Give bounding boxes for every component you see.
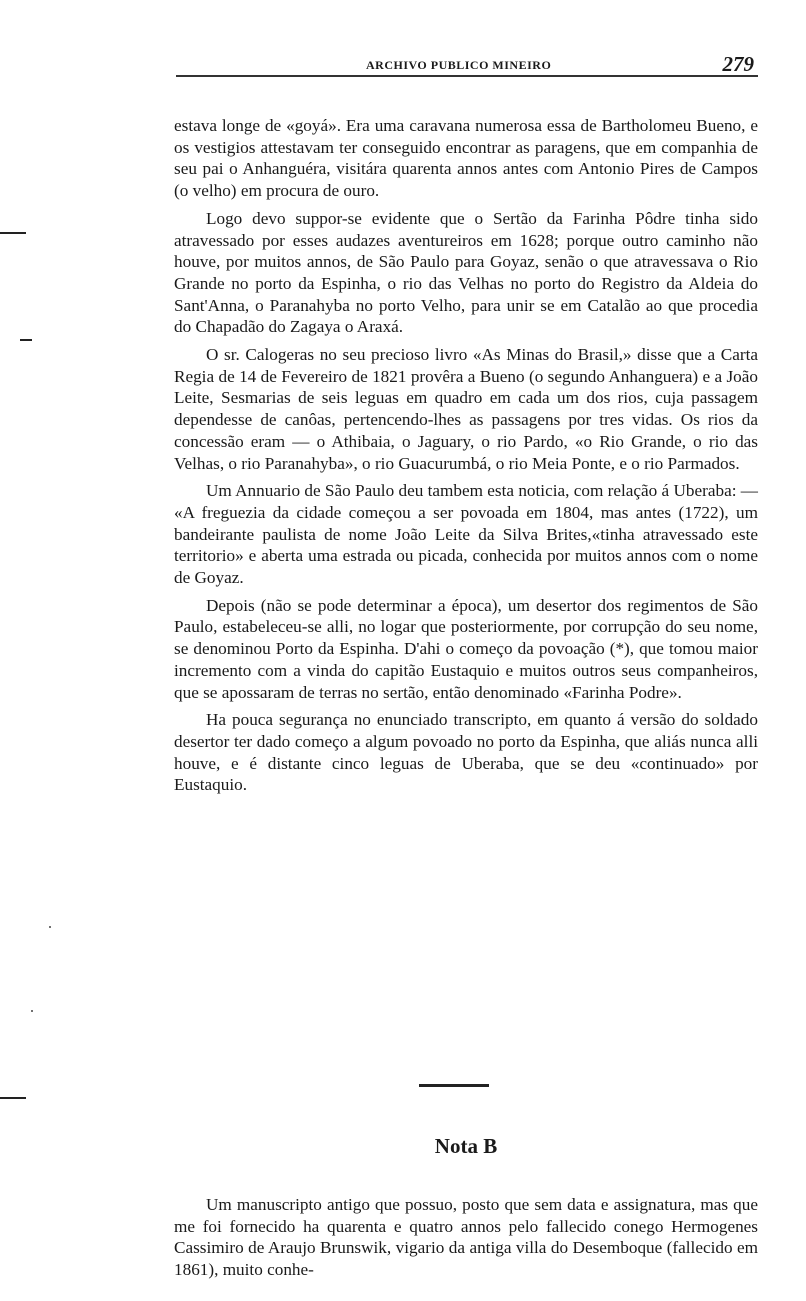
- margin-dot: [49, 926, 51, 928]
- section-divider: [419, 1084, 489, 1087]
- paragraph: Logo devo suppor-se evidente que o Sertão da Farinha Pôdre tinha sido atravessado por esses audazes aventureiros em 1628; porque outro caminho não houve, por muitos annos, de São Paulo para Goyaz, senão o que atravessava o Rio Grande no porto da Espinha, o rio das Velhas no porto do Registro da Aldeia do Sant'Anna, o Paranahyba no porto Velho, para unir se em Catalão ao que procedia do Chapadão do Zagaya o Araxá.: [174, 208, 758, 337]
- margin-mark: [0, 1097, 26, 1099]
- page-number: 279: [722, 52, 754, 76]
- running-title: ARCHIVO PUBLICO MINEIRO: [366, 58, 552, 72]
- page-header: [176, 52, 758, 82]
- margin-dot: [31, 1010, 33, 1012]
- paragraph: Um Annuario de São Paulo deu tambem esta noticia, com relação á Uberaba: — «A freguezia da cidade começou a ser povoada em 1804, mas antes (1722), um bandeirante paulista de nome João Leite da Silva Brites,«tinha atravessado este territorio» e aberta uma estrada ou picada, conhecida por muitos annos com o nome de Goyaz.: [174, 481, 758, 588]
- paragraph: estava longe de «goyá». Era uma caravana numerosa essa de Bartholomeu Bueno, e os vestigios attestavam ter conseguido encontrar as paragens, que em companhia de seu pai o Anhanguéra, visitára quarenta annos antes com Antonio Pires de Campos (o velho) em procura de ouro.: [174, 116, 758, 201]
- note-text: [174, 1194, 758, 1287]
- note-title: Nota B: [434, 1134, 498, 1158]
- paragraph: Ha pouca segurança no enunciado transcripto, em quanto á versão do soldado desertor ter dado começo a algum povoado no porto da Espinha, que aliás nunca alli houve, e é distante cinco leguas de Uberaba, que se deu «continuado» por Eustaquio.: [174, 710, 758, 795]
- paragraph: O sr. Calogeras no seu precioso livro «As Minas do Brasil,» disse que a Carta Regia de 14 de Fevereiro de 1821 provêra a Bueno (o segundo Anhanguera) e a João Leite, Sesmarias de seis leguas em quadro em cada um dos rios, cuja passagem dependesse de canôas, pertencendo-lhes as passagens por tres vidas. Os rios da concessão eram — o Athibaia, o Jaguary, o rio Pardo, «o Rio Grande, o rio das Velhas, o rio Paranahyba», o rio Guacurumbá, o rio Meia Ponte, e o rio Parmados.: [174, 345, 758, 473]
- header-rule: [176, 75, 758, 77]
- body-text: [174, 115, 758, 802]
- margin-mark: [0, 232, 26, 234]
- margin-mark: [20, 339, 32, 341]
- paragraph: Depois (não se pode determinar a época), um desertor dos regimentos de São Paulo, estabeleceu-se alli, no logar que posteriormente, por corrupção do seu nome, se denominou Porto da Espinha. D'ahi o começo da povoação (*), que tomou maior incremento com a vinda do capitão Eustaquio e muitos outros seus companheiros, que se apossaram de terras no sertão, então denominado «Farinha Podre».: [174, 595, 758, 702]
- paragraph: Um manuscripto antigo que possuo, posto que sem data e assignatura, mas que me foi fornecido ha quarenta e quatro annos pelo fallecido conego Hermogenes Cassimiro de Araujo Brunswik, vigario da antiga villa do Desemboque (fallecido em 1861), muito conhe-: [174, 1195, 758, 1280]
